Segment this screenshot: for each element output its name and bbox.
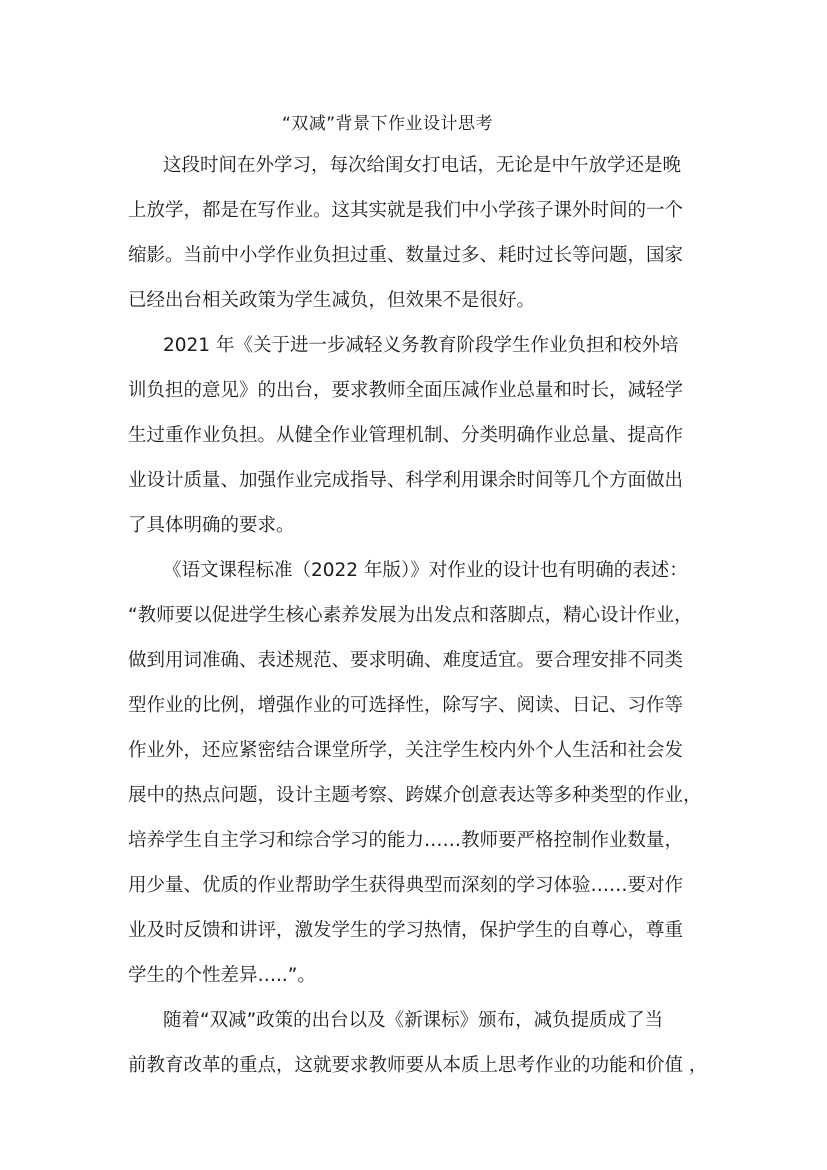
paragraph-3-line-8: 用少量、优质的作业帮助学生获得典型而深刻的学习体验……要对作 — [128, 875, 684, 896]
paragraph-2-line-1: 2021 年《关于进一步减轻义务教育阶段学生作业负担和校外培 — [163, 335, 679, 356]
paragraph-1-line-2: 上放学，都是在写作业。这其实就是我们中小学孩子课外时间的一个 — [128, 200, 684, 221]
paragraph-2-line-3: 生过重作业负担。从健全作业管理机制、分类明确作业总量、提高作 — [128, 425, 684, 446]
paragraph-3-line-5: 作业外，还应紧密结合课堂所学，关注学生校内外个人生活和社会发 — [128, 740, 684, 761]
document-title: “双减”背景下作业设计思考 — [281, 114, 494, 134]
paragraph-2-line-2: 训负担的意见》的出台，要求教师全面压减作业总量和时长，减轻学 — [128, 380, 684, 401]
paragraph-2-line-4: 业设计质量、加强作业完成指导、科学利用课余时间等几个方面做出 — [128, 470, 684, 491]
paragraph-4-line-1: 随着“双减”政策的出台以及《新课标》颁布，减负提质成了当 — [163, 1010, 664, 1031]
paragraph-1-line-1: 这段时间在外学习，每次给闺女打电话，无论是中午放学还是晚 — [163, 155, 682, 176]
paragraph-3-line-10: 学生的个性差异…..”。 — [128, 965, 316, 986]
paragraph-1-line-4: 已经出台相关政策为学生减负，但效果不是很好。 — [128, 290, 536, 311]
paragraph-3-line-1: 《语文课程标准（2022 年版）》对作业的设计也有明确的表述： — [163, 560, 688, 581]
paragraph-3-line-2: “教师要以促进学生核心素养发展为出发点和落脚点，精心设计作业， — [128, 605, 693, 626]
paragraph-3-line-4: 型作业的比例，增强作业的可选择性，除写字、阅读、日记、习作等 — [128, 695, 684, 716]
paragraph-3-line-7: 培养学生自主学习和综合学习的能力……教师要严格控制作业数量， — [128, 830, 684, 851]
paragraph-2-line-5: 了具体明确的要求。 — [128, 515, 295, 536]
paragraph-3-line-6: 展中的热点问题，设计主题考察、跨媒介创意表达等多种类型的作业， — [128, 785, 702, 806]
paragraph-3-line-3: 做到用词准确、表述规范、要求明确、难度适宜。要合理安排不同类 — [128, 650, 684, 671]
paragraph-4-line-2: 前教育改革的重点，这就要求教师要从本质上思考作业的功能和价值 ， — [128, 1055, 708, 1076]
paragraph-3-line-9: 业及时反馈和讲评，激发学生的学习热情，保护学生的自尊心，尊重 — [128, 920, 684, 941]
paragraph-1-line-3: 缩影。当前中小学作业负担过重、数量过多、耗时过长等问题，国家 — [128, 245, 684, 266]
